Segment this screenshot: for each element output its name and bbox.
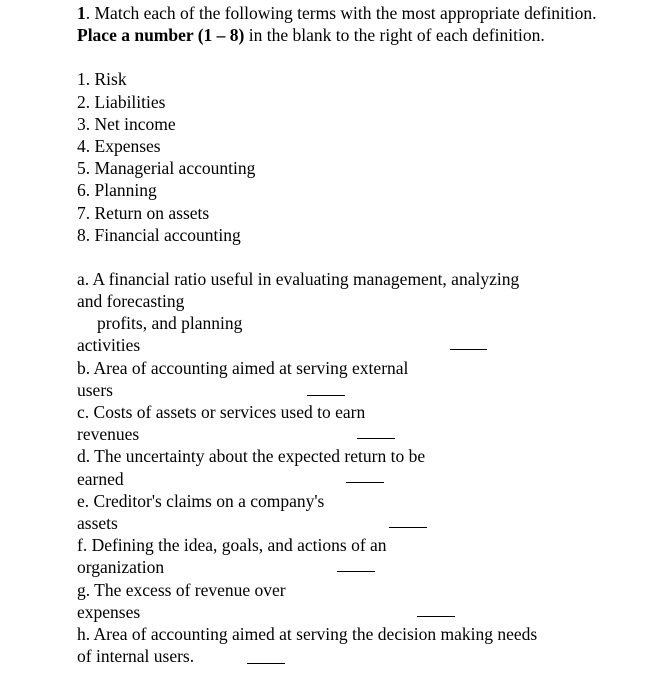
question-intro: . Match each of the following terms with the most appropriate definition. (85, 3, 597, 23)
definitions-list (77, 268, 617, 667)
answer-blank-c[interactable] (357, 438, 395, 439)
definition-line: f. Defining the idea, goals, and actions of an (77, 535, 387, 556)
answer-blank-g[interactable] (417, 616, 455, 617)
definition-a (77, 268, 617, 357)
definition-line: c. Costs of assets or services used to earn (77, 402, 366, 423)
definition-line: a. A financial ratio useful in evaluating management, analyzing (77, 268, 520, 289)
term-item: 4. Expenses (77, 135, 161, 156)
term-item: 2. Liabilities (77, 91, 166, 112)
term-item: 6. Planning (77, 180, 157, 201)
term-item: 1. Risk (77, 69, 127, 90)
question-number: 1 (77, 3, 86, 23)
definition-line: revenues (77, 424, 140, 445)
definition-line: profits, and planning (97, 313, 243, 334)
definition-line: of internal users. (77, 646, 195, 667)
term-item: 7. Return on assets (77, 202, 210, 223)
question-instruction-end: in the blank to the right of each definition. (248, 25, 545, 46)
question-instruction: Place a number (1 – 8) (77, 25, 245, 46)
definition-c (77, 401, 617, 445)
definition-line: assets (77, 512, 118, 533)
definition-g (77, 579, 617, 623)
definition-line: b. Area of accounting aimed at serving external (77, 357, 409, 378)
answer-blank-b[interactable] (307, 395, 345, 396)
worksheet-page (77, 0, 617, 667)
definition-d (77, 445, 617, 489)
definition-line: h. Area of accounting aimed at serving the decision making needs (77, 623, 538, 644)
definition-line: organization (77, 557, 165, 578)
answer-blank-a[interactable] (450, 349, 487, 350)
definition-line: expenses (77, 601, 141, 622)
question-prompt (77, 2, 617, 46)
answer-blank-h[interactable] (247, 663, 285, 664)
answer-blank-e[interactable] (389, 527, 427, 528)
term-item: 8. Financial accounting (77, 224, 241, 245)
answer-blank-f[interactable] (337, 571, 375, 572)
definition-line: activities (77, 335, 141, 356)
definition-line: d. The uncertainty about the expected return to be (77, 446, 426, 467)
definition-e (77, 490, 617, 534)
definition-line: users (77, 379, 113, 400)
term-item: 3. Net income (77, 113, 176, 134)
terms-list (77, 68, 617, 246)
definition-line: earned (77, 468, 124, 489)
definition-b (77, 357, 617, 401)
definition-f (77, 534, 617, 578)
definition-line: g. The excess of revenue over (77, 579, 286, 600)
term-item: 5. Managerial accounting (77, 158, 256, 179)
definition-line: e. Creditor's claims on a company's (77, 490, 325, 511)
definition-line: and forecasting (77, 291, 185, 312)
answer-blank-d[interactable] (346, 482, 384, 483)
definition-h (77, 623, 617, 667)
